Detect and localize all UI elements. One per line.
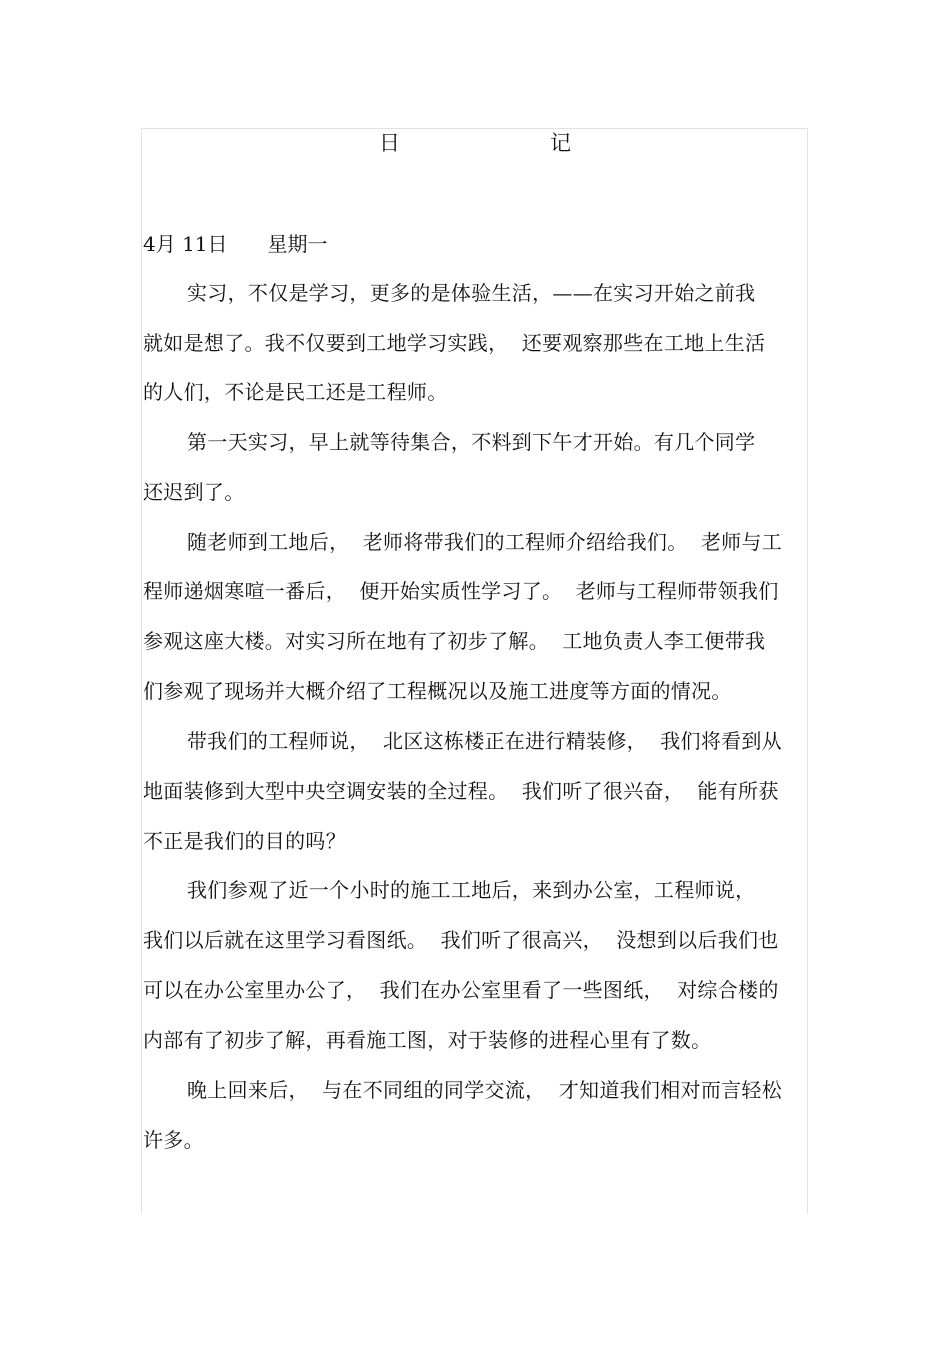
text-line: 不正是我们的目的吗？	[143, 829, 346, 853]
date-line: 4月 11日 星期一	[143, 232, 328, 256]
text-line: 参观这座大楼。对实习所在地有了初步了解。 工地负责人李工便带我	[143, 629, 766, 653]
text-line: 们参观了现场并大概介绍了工程概况以及施工进度等方面的情况。	[143, 679, 732, 703]
text-line: 程师递烟寒喧一番后， 便开始实质性学习了。 老师与工程师带领我们	[143, 579, 779, 603]
text-line: 第一天实习，早上就等待集合，不料到下午才开始。有几个同学	[187, 430, 756, 454]
text-line: 晚上回来后， 与在不同组的同学交流， 才知道我们相对而言轻松	[187, 1078, 783, 1102]
text-line: 我们参观了近一个小时的施工工地后，来到办公室，工程师说，	[187, 878, 756, 902]
text-line: 带我们的工程师说， 北区这栋楼正在进行精装修， 我们将看到从	[187, 729, 783, 753]
text-line: 许多。	[143, 1128, 204, 1152]
text-line: 就如是想了。我不仅要到工地学习实践， 还要观察那些在工地上生活	[143, 331, 766, 355]
page-title: 日 记	[379, 131, 607, 155]
text-line: 的人们，不论是民工还是工程师。	[143, 380, 448, 404]
text-line: 我们以后就在这里学习看图纸。 我们听了很高兴， 没想到以后我们也	[143, 928, 779, 952]
text-line: 可以在办公室里办公了， 我们在办公室里看了一些图纸， 对综合楼的	[143, 978, 779, 1002]
text-line: 还迟到了。	[143, 480, 245, 504]
text-line: 随老师到工地后， 老师将带我们的工程师介绍给我们。 老师与工	[187, 530, 783, 554]
text-line: 地面装修到大型中央空调安装的全过程。 我们听了很兴奋， 能有所获	[143, 779, 779, 803]
text-line: 内部有了初步了解，再看施工图，对于装修的进程心里有了数。	[143, 1028, 712, 1052]
text-line: 实习，不仅是学习，更多的是体验生活，——在实习开始之前我	[187, 281, 756, 305]
